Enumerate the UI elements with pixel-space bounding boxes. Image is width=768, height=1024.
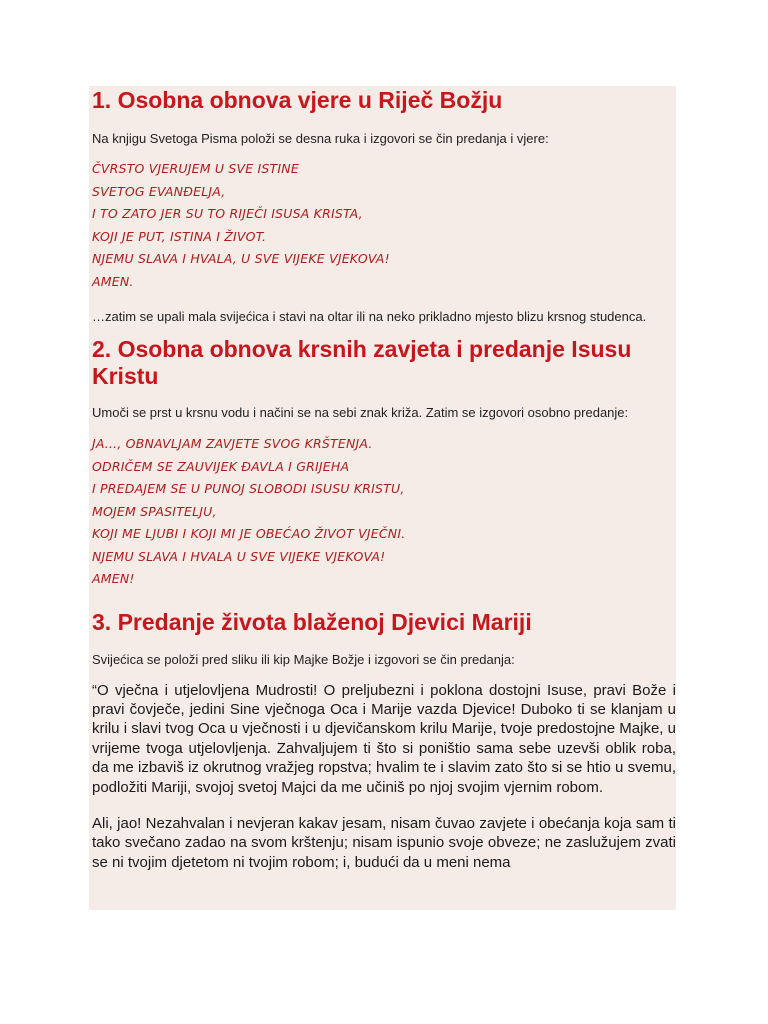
prayer-line: NJEMU SLAVA I HVALA, U SVE VIJEKE VJEKOVA!: [92, 251, 390, 266]
prayer-line: AMEN.: [92, 273, 134, 289]
section-2-heading: 2. Osobna obnova krsnih zavjeta i predanje Isusu Kristu: [92, 336, 632, 389]
section-1-heading: 1. Osobna obnova vjere u Riječ Božju: [92, 87, 503, 113]
body-paragraph: “O vječna i utjelovljena Mudrosti! O preljubezni i poklona dostojni Isuse, pravi Bože i pravi čovječe, jedini Sine vječnoga Oca i Marije vazda Djevice! Duboko ti se klanjam u krilu i slavi tvog Oca u vječnosti i u djevičanskom krilu Marije, tvoje predostojne Majke, u vrijeme tvoga utjelovljenja. Zahvaljujem ti što si poništio sama sebe uzevši oblik roba, da me izbaviš iz okrutnog vražjeg ropstva; hvalim te i slavim zato što si se htio u svemu, podložiti Mariji, svojoj svetoj Majci da me učiniš po njoj svojim vjernim robom.: [92, 681, 676, 796]
document-content: [92, 86, 676, 872]
section-1-intro: Na knjigu Svetoga Pisma položi se desna ruka i izgovori se čin predanja i vjere:: [92, 131, 549, 146]
section-3-heading: 3. Predanje života blaženoj Djevici Mariji: [92, 608, 532, 635]
prayer-line: MOJEM SPASITELJU,: [92, 503, 217, 519]
section-1-prayer: [92, 158, 676, 293]
prayer-line: ČVRSTO VJERUJEM U SVE ISTINE: [92, 161, 299, 176]
prayer-line: NJEMU SLAVA I HVALA U SVE VIJEKE VJEKOVA!: [92, 548, 386, 564]
section-3-intro: Svijećica se položi pred sliku ili kip Majke Božje i izgovori se čin predanja:: [92, 651, 515, 667]
prayer-line: I PREDAJEM SE U PUNOJ SLOBODI ISUSU KRISTU,: [92, 481, 405, 496]
section-1-note: …zatim se upali mala svijećica i stavi na oltar ili na neko prikladno mjesto blizu krsnog studenca.: [92, 309, 647, 324]
section-2-prayer: [92, 433, 676, 591]
prayer-line: I TO ZATO JER SU TO RIJEČI ISUSA KRISTA,: [92, 206, 363, 221]
prayer-line: ODRIČEM SE ZAUVIJEK ĐAVLA I GRIJEHA: [92, 458, 350, 474]
body-paragraph: Ali, jao! Nezahvalan i nevjeran kakav jesam, nisam čuvao zavjete i obećanja koja sam ti tako svečano zadao na svom krštenju; nisam ispunio svoje obveze; ne zaslužujem zvati se ni tvojim djetetom ni tvojim robom; i, budući da u meni nema: [92, 814, 676, 871]
prayer-line: SVETOG EVANĐELJA,: [92, 183, 226, 199]
prayer-line: AMEN!: [92, 571, 135, 586]
prayer-line: KOJI ME LJUBI I KOJI MI JE OBEĆAO ŽIVOT VJEČNI.: [92, 526, 406, 541]
prayer-line: JA…, OBNAVLJAM ZAVJETE SVOG KRŠTENJA.: [92, 436, 373, 451]
section-2-intro: Umoči se prst u krsnu vodu i načini se na sebi znak križa. Zatim se izgovori osobno predanje:: [92, 405, 629, 420]
prayer-line: KOJI JE PUT, ISTINA I ŽIVOT.: [92, 228, 267, 244]
